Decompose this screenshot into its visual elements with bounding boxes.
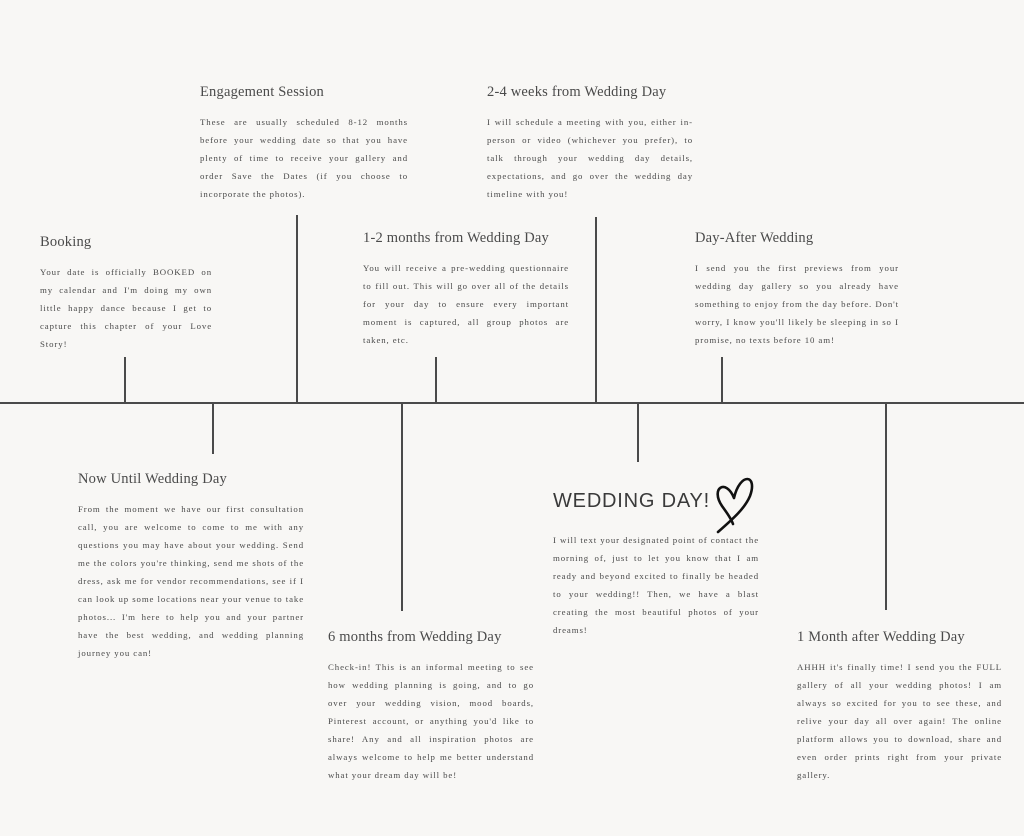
tick-day-after [721,357,723,403]
event-description: I will text your designated point of contact the morning of, just to let you know that I am ready and beyond excited to finally be headed to your wedding!! Then, we have a blast creating the most beautiful photos of your dreams! [553,535,759,635]
event-title: Engagement Session [200,84,325,100]
event-one-month-after [797,629,1002,784]
event-title: 1 Month after Wedding Day [797,629,965,645]
tick-two-four-weeks [595,217,597,403]
event-title: WEDDING DAY! [553,490,711,512]
event-engagement [200,84,408,203]
tick-now-until [212,403,214,454]
event-title: 6 months from Wedding Day [328,629,502,645]
event-six-months [328,629,534,784]
event-now-until [78,471,304,662]
event-title: 1-2 months from Wedding Day [363,230,549,246]
event-description: AHHH it's finally time! I send you the FULL gallery of all your wedding photos! I am always so excited for you to see these, and relive your day all over again! The online platform allows you to download, share and even order prints right from your private gallery. [797,662,1002,780]
event-description: I will schedule a meeting with you, either in-person or video (whichever you prefer), to talk through your wedding day details, expectations, and go over the wedding day timeline with you! [487,117,693,199]
tick-one-month-after [885,403,887,610]
event-title: Booking [40,234,92,250]
tick-booking [124,357,126,403]
event-title: 2-4 weeks from Wedding Day [487,84,667,100]
timeline-axis [0,402,1024,404]
event-two-four-weeks [487,84,693,203]
tick-wedding-day [637,403,639,462]
event-description: I send you the first previews from your wedding day gallery so you already have something to enjoy from the day before. Don't worry, I know you'll likely be sleeping in so I promise, no texts before 10 am! [695,263,899,345]
event-booking [40,234,212,353]
event-description: These are usually scheduled 8-12 months before your wedding date so that you have plenty of time to receive your gallery and order Save the Dates (if you choose to incorporate the photos). [200,117,408,199]
tick-six-months [401,403,403,611]
event-title: Now Until Wedding Day [78,471,227,487]
event-day-after [695,230,899,349]
event-title: Day-After Wedding [695,230,814,246]
event-description: Your date is officially BOOKED on my calendar and I'm doing my own little happy dance because I get to capture this chapter of your Love Story! [40,267,212,349]
heart-icon [712,466,758,538]
tick-one-two-months [435,357,437,403]
event-description: Check-in! This is an informal meeting to see how wedding planning is going, and to go over your wedding vision, mood boards, Pinterest account, or anything you'd like to share! Any and all inspiration photos are always welcome to help me better understand what your dream day will be! [328,662,534,780]
event-one-two-months [363,230,569,349]
tick-engagement [296,215,298,403]
event-description: From the moment we have our first consultation call, you are welcome to come to me with any questions you may have about your wedding. Send me the colors you're thinking, send me shots of the dress, ask me for vendor recommendations, see if I can look up some locations near your venue to take photos... I'm here to help you and your partner have the best wedding, and wedding planning journey you can! [78,504,304,658]
event-description: You will receive a pre-wedding questionnaire to fill out. This will go over all of the details for your day to ensure every important moment is captured, all group photos are taken, etc. [363,263,569,345]
